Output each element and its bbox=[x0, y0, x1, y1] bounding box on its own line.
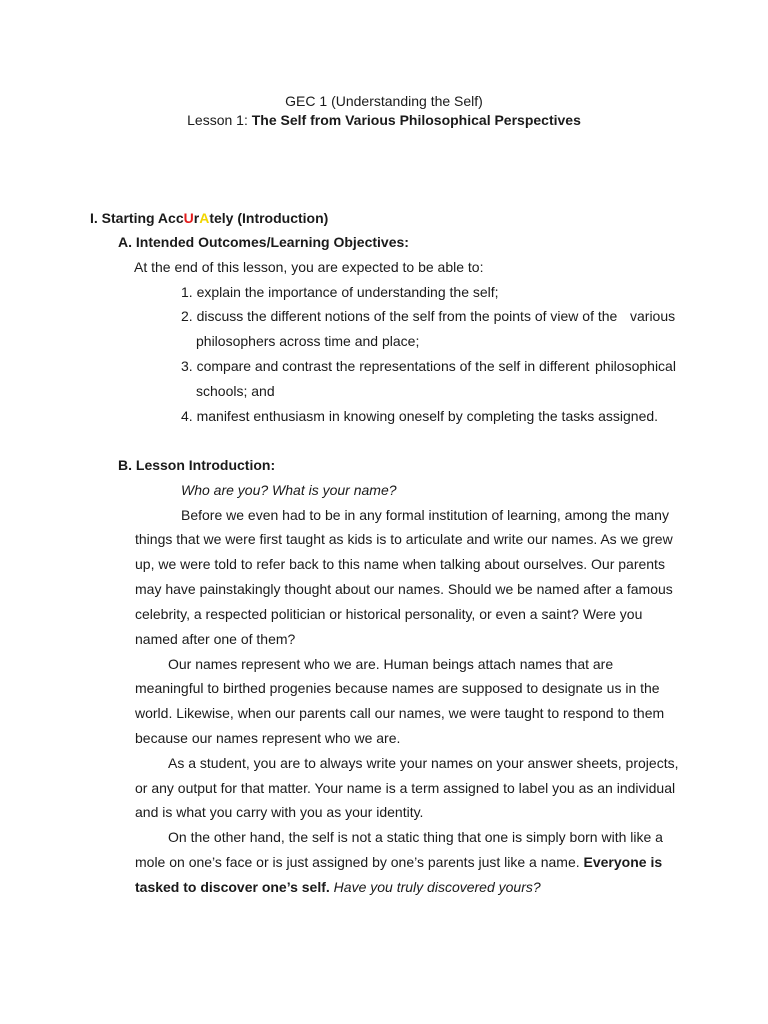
lesson-name: The Self from Various Philosophical Perspectives bbox=[251, 112, 581, 128]
section-1-accent-a: A bbox=[199, 210, 210, 226]
paragraph-line: meaningful to birthed progenies because names are supposed to designate us in the bbox=[135, 680, 660, 696]
objective-item-continued: philosophers across time and place; bbox=[196, 333, 420, 349]
section-b-heading: B. Lesson Introduction: bbox=[118, 457, 276, 473]
paragraph-line: On the other hand, the self is not a static thing that one is simply born with like a bbox=[168, 829, 663, 845]
paragraph-line: or any output for that matter. Your name is a term assigned to label you as an individual bbox=[135, 780, 676, 796]
objectives-intro: At the end of this lesson, you are expected to be able to: bbox=[134, 259, 484, 275]
paragraph-line: up, we were told to refer back to this name when talking about ourselves. Our parents bbox=[135, 556, 665, 572]
paragraph-line: Our names represent who we are. Human beings attach names that are bbox=[168, 656, 614, 672]
objective-item-continued: various bbox=[630, 308, 676, 324]
paragraph-line: As a student, you are to always write your names on your answer sheets, projects, bbox=[168, 755, 679, 771]
section-1-title-part: I. Starting Acc bbox=[90, 210, 184, 226]
objective-item: 3. compare and contrast the representations of the self in different bbox=[181, 358, 590, 374]
objective-item: 4. manifest enthusiasm in knowing oneself by completing the tasks assigned. bbox=[181, 408, 659, 424]
paragraph-line: because our names represent who we are. bbox=[135, 730, 401, 746]
objective-item-continued: schools; and bbox=[196, 383, 275, 399]
emphasis-text: tasked to discover one’s self. bbox=[135, 879, 330, 895]
section-a-heading: A. Intended Outcomes/Learning Objectives: bbox=[118, 234, 409, 250]
section-1-title-part: r bbox=[193, 210, 200, 226]
section-1-title-part: tely (Introduction) bbox=[209, 210, 329, 226]
course-title: GEC 1 (Understanding the Self) bbox=[285, 93, 483, 109]
paragraph-line: may have painstakingly thought about our names. Should we be named after a famous bbox=[135, 581, 673, 597]
paragraph-line: mole on one’s face or is just assigned by one’s parents just like a name. Everyone is bbox=[135, 854, 663, 870]
objective-item-continued: philosophical bbox=[595, 358, 676, 374]
paragraph-line: world. Likewise, when our parents call our names, we were taught to respond to them bbox=[135, 705, 665, 721]
paragraph-line: celebrity, a respected politician or historical personality, or even a saint? Were you bbox=[135, 606, 643, 622]
closing-question: Have you truly discovered yours? bbox=[329, 879, 541, 895]
emphasis-text: Everyone is bbox=[583, 854, 663, 870]
section-1-heading bbox=[90, 209, 328, 227]
paragraph-line: named after one of them? bbox=[135, 631, 296, 647]
intro-question: Who are you? What is your name? bbox=[181, 482, 397, 498]
section-1-accent-u: U bbox=[183, 210, 194, 226]
objective-item: 2. discuss the different notions of the self from the points of view of the bbox=[181, 308, 618, 324]
paragraph-line bbox=[135, 878, 541, 896]
objective-item: 1. explain the importance of understanding the self; bbox=[181, 284, 499, 300]
paragraph-line: and is what you carry with you as your identity. bbox=[135, 804, 424, 820]
paragraph-line: things that we were first taught as kids is to articulate and write our names. As we grew bbox=[135, 531, 673, 547]
lesson-prefix: Lesson 1: bbox=[187, 112, 252, 128]
paragraph-line: Before we even had to be in any formal institution of learning, among the many bbox=[181, 507, 669, 523]
lesson-title bbox=[0, 111, 768, 129]
